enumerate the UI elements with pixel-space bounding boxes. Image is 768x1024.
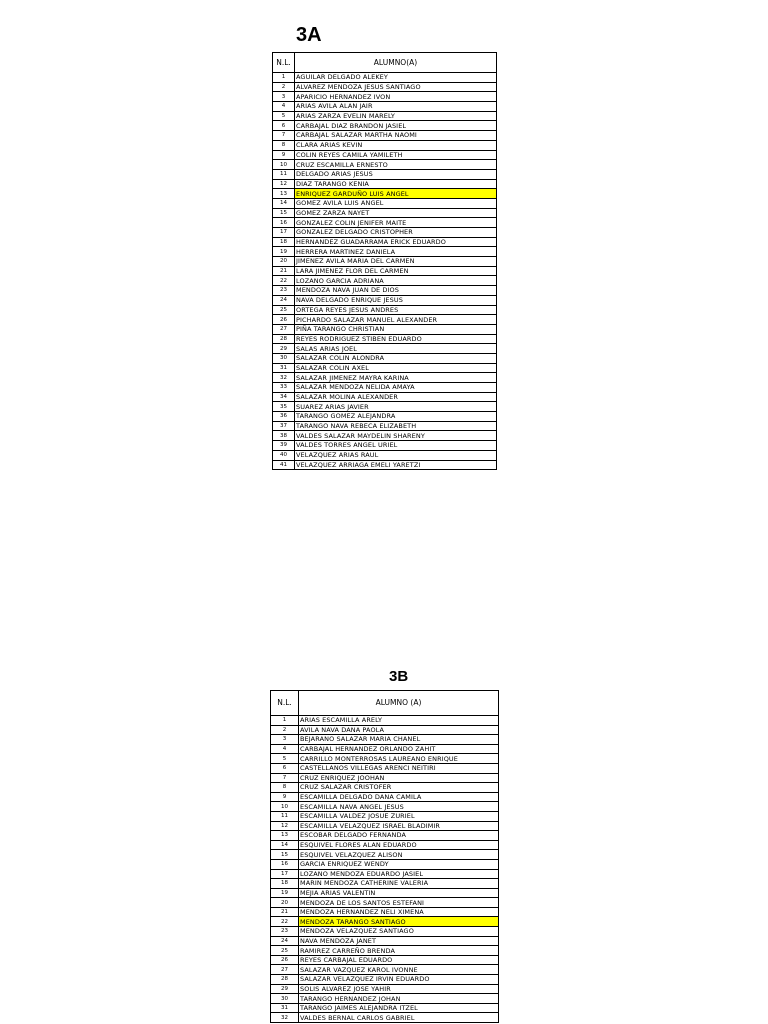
student-name: MENDOZA TARANGO SANTIAGO (299, 917, 499, 927)
student-number: 19 (271, 888, 299, 898)
table-row (271, 994, 499, 1004)
student-name: AVILA NAVA DANA PAOLA (299, 725, 499, 735)
table-row (273, 82, 497, 92)
student-name: DIAZ TARANGO KENIA (295, 179, 497, 189)
student-name: CRUZ ESCAMILLA ERNESTO (295, 160, 497, 170)
student-number: 20 (273, 257, 295, 267)
table-row (271, 821, 499, 831)
student-number: 20 (271, 898, 299, 908)
roster-table-3b (270, 690, 499, 1023)
student-number: 17 (273, 228, 295, 238)
student-name: MARIN MENDOZA CATHERINE VALERIA (299, 879, 499, 889)
student-name: GARCIA ENRIQUEZ WENDY (299, 859, 499, 869)
student-number: 23 (273, 286, 295, 296)
table-row (271, 936, 499, 946)
table-row (273, 412, 497, 422)
student-number: 37 (273, 421, 295, 431)
table-row (273, 189, 497, 199)
table-row (271, 1013, 499, 1023)
student-name: ENRIQUEZ GARDUÑO LUIS ANGEL (295, 189, 497, 199)
student-name: SALAZAR JIMENEZ MAYRA KARINA (295, 373, 497, 383)
student-name: NAVA DELGADO ENRIQUE JESUS (295, 295, 497, 305)
table-row (273, 276, 497, 286)
student-number: 31 (273, 363, 295, 373)
student-name: COLIN REYES CAMILA YAMILETH (295, 150, 497, 160)
student-name: ESQUIVEL VELAZQUEZ ALISON (299, 850, 499, 860)
roster-table-3a (272, 52, 497, 470)
student-number: 13 (271, 831, 299, 841)
student-name: TARANGO NAVA REBECA ELIZABETH (295, 421, 497, 431)
table-row (273, 140, 497, 150)
student-name: TARANGO GOMEZ ALEJANDRA (295, 412, 497, 422)
student-number: 16 (271, 859, 299, 869)
table-row (273, 441, 497, 451)
student-number: 14 (273, 198, 295, 208)
table-row (271, 811, 499, 821)
student-name: ARIAS ZARZA EVELIN MARELY (295, 111, 497, 121)
student-number: 11 (273, 169, 295, 179)
table-row (273, 344, 497, 354)
table-row (273, 353, 497, 363)
student-number: 6 (273, 121, 295, 131)
student-name: CARRILLO MONTERROSAS LAUREANO ENRIQUE (299, 754, 499, 764)
student-number: 3 (273, 92, 295, 102)
table-row (273, 247, 497, 257)
student-number: 38 (273, 431, 295, 441)
table-row (273, 228, 497, 238)
table-row (273, 160, 497, 170)
table-row (273, 102, 497, 112)
student-name: REYES RODRIGUEZ STIBEN EDUARDO (295, 334, 497, 344)
student-name: JIMENEZ AVILA MARIA DEL CARMEN (295, 257, 497, 267)
table-row (271, 773, 499, 783)
table-row (271, 888, 499, 898)
table-row (273, 460, 497, 470)
header-alumno: ALUMNO(A) (295, 53, 497, 73)
student-name: APARICIO HERNANDEZ IVON (295, 92, 497, 102)
student-number: 25 (271, 946, 299, 956)
header-nl: N.L. (271, 691, 299, 716)
student-number: 24 (271, 936, 299, 946)
header-nl: N.L. (273, 53, 295, 73)
student-name: VELAZQUEZ ARRIAGA EMELI YARETZI (295, 460, 497, 470)
student-name: GONZALEZ DELGADO CRISTOPHER (295, 228, 497, 238)
table-row (271, 927, 499, 937)
student-number: 35 (273, 402, 295, 412)
student-name: ESCAMILLA VELAZQUEZ ISRAEL BLADIMIR (299, 821, 499, 831)
student-number: 36 (273, 412, 295, 422)
student-number: 33 (273, 383, 295, 393)
student-name: CRUZ ENRIQUEZ JOOHAN (299, 773, 499, 783)
student-name: SALAZAR MENDOZA NELIDA AMAYA (295, 383, 497, 393)
student-number: 12 (273, 179, 295, 189)
student-name: CRUZ SALAZAR CRISTOFER (299, 783, 499, 793)
table-row (273, 334, 497, 344)
student-number: 29 (273, 344, 295, 354)
group-title-3a: 3A (296, 24, 322, 46)
student-name: ESCAMILLA DELGADO DANA CAMILA (299, 792, 499, 802)
table-row (271, 869, 499, 879)
table-row (271, 716, 499, 726)
table-row (273, 431, 497, 441)
student-name: CARBAJAL HERNANDEZ ORLANDO ZAHIT (299, 744, 499, 754)
student-number: 31 (271, 1003, 299, 1013)
student-number: 30 (273, 353, 295, 363)
table-row (273, 392, 497, 402)
student-number: 7 (273, 131, 295, 141)
student-number: 18 (271, 879, 299, 889)
table-row (271, 955, 499, 965)
student-number: 25 (273, 305, 295, 315)
student-name: SOLIS ALVAREZ JOSE YAHIR (299, 984, 499, 994)
student-number: 19 (273, 247, 295, 257)
table-row (271, 725, 499, 735)
student-number: 1 (273, 73, 295, 83)
student-name: ALVAREZ MENDOZA JESUS SANTIAGO (295, 82, 497, 92)
student-number: 40 (273, 450, 295, 460)
student-number: 17 (271, 869, 299, 879)
table-row (273, 179, 497, 189)
table-row (273, 73, 497, 83)
student-number: 5 (273, 111, 295, 121)
table-row (271, 898, 499, 908)
student-number: 22 (271, 917, 299, 927)
student-name: LOZANO GARCIA ADRIANA (295, 276, 497, 286)
table-row (273, 305, 497, 315)
student-name: SALAZAR COLIN AXEL (295, 363, 497, 373)
student-number: 9 (271, 792, 299, 802)
student-name: DELGADO ARIAS JESUS (295, 169, 497, 179)
student-number: 27 (271, 965, 299, 975)
student-number: 39 (273, 441, 295, 451)
student-name: CARBAJAL DIAZ BRANDON JASIEL (295, 121, 497, 131)
student-name: AGUILAR DELGADO ALEKEY (295, 73, 497, 83)
table-row (273, 324, 497, 334)
student-number: 15 (273, 208, 295, 218)
student-number: 22 (273, 276, 295, 286)
student-number: 11 (271, 811, 299, 821)
student-name: RAMIREZ CARREÑO BRENDA (299, 946, 499, 956)
table-row (273, 363, 497, 373)
student-name: SALAZAR COLIN ALONDRA (295, 353, 497, 363)
student-number: 12 (271, 821, 299, 831)
table-row (271, 907, 499, 917)
table-row (273, 150, 497, 160)
student-name: VALDES BERNAL CARLOS GABRIEL (299, 1013, 499, 1023)
student-number: 28 (271, 975, 299, 985)
student-number: 13 (273, 189, 295, 199)
student-name: PICHARDO SALAZAR MANUEL ALEXANDER (295, 315, 497, 325)
table-row (273, 373, 497, 383)
student-name: GONZALEZ COLIN JENIFER MAITE (295, 218, 497, 228)
student-name: HERRERA MARTINEZ DANIELA (295, 247, 497, 257)
student-name: VALDES SALAZAR MAYDELIN SHARENY (295, 431, 497, 441)
table-row (271, 792, 499, 802)
table-row (271, 1003, 499, 1013)
table-row (271, 975, 499, 985)
student-name: ARIAS ESCAMILLA ARELY (299, 716, 499, 726)
student-number: 10 (271, 802, 299, 812)
student-number: 9 (273, 150, 295, 160)
table-row (273, 131, 497, 141)
table-row (273, 402, 497, 412)
student-name: TARANGO HERNANDEZ JOHAN (299, 994, 499, 1004)
student-number: 23 (271, 927, 299, 937)
student-number: 16 (273, 218, 295, 228)
student-name: GOMEZ AVILA LUIS ANGEL (295, 198, 497, 208)
student-name: LOZANO MENDOZA EDUARDO JASIEL (299, 869, 499, 879)
student-number: 32 (273, 373, 295, 383)
table-row (273, 169, 497, 179)
table-row (273, 198, 497, 208)
student-number: 8 (271, 783, 299, 793)
student-name: ESCOBAR DELGADO FERNANDA (299, 831, 499, 841)
table-row (273, 266, 497, 276)
student-name: CASTELLANOS VILLEGAS ARENCI NEITIRI (299, 763, 499, 773)
table-row (273, 92, 497, 102)
student-name: MENDOZA NAVA JUAN DE DIOS (295, 286, 497, 296)
student-name: MEJIA ARIAS VALENTIN (299, 888, 499, 898)
student-name: SALAZAR MOLINA ALEXANDER (295, 392, 497, 402)
student-name: MENDOZA DE LOS SANTOS ESTEFANI (299, 898, 499, 908)
student-number: 15 (271, 850, 299, 860)
student-name: HERNANDEZ GUADARRAMA ERICK EDUARDO (295, 237, 497, 247)
student-number: 24 (273, 295, 295, 305)
table-row (273, 286, 497, 296)
student-name: VALDES TORRES ANGEL URIEL (295, 441, 497, 451)
student-number: 2 (271, 725, 299, 735)
student-name: ESCAMILLA VALDEZ JOSUE ZURIEL (299, 811, 499, 821)
student-name: ESQUIVEL FLORES ALAN EDUARDO (299, 840, 499, 850)
student-number: 26 (271, 955, 299, 965)
table-row (271, 850, 499, 860)
table-row (271, 831, 499, 841)
table-row (273, 111, 497, 121)
student-number: 21 (271, 907, 299, 917)
table-row (271, 917, 499, 927)
student-number: 10 (273, 160, 295, 170)
table-header-row (271, 691, 499, 716)
student-name: CLARA ARIAS KEVIN (295, 140, 497, 150)
table-row (273, 295, 497, 305)
student-name: LARA JIMENEZ FLOR DEL CARMEN (295, 266, 497, 276)
student-number: 2 (273, 82, 295, 92)
student-number: 5 (271, 754, 299, 764)
student-name: MENDOZA VELAZQUEZ SANTIAGO (299, 927, 499, 937)
student-name: NAVA MENDOZA JANET (299, 936, 499, 946)
student-number: 7 (271, 773, 299, 783)
student-number: 4 (271, 744, 299, 754)
student-name: MENDOZA HERNANDEZ NELI XIMENA (299, 907, 499, 917)
student-name: REYES CARBAJAL EDUARDO (299, 955, 499, 965)
student-name: SALAZAR VELAZQUEZ IRVIN EDUARDO (299, 975, 499, 985)
table-row (271, 763, 499, 773)
table-row (273, 121, 497, 131)
student-name: TARANGO JAIMES ALEJANDRA ITZEL (299, 1003, 499, 1013)
student-name: SUAREZ ARIAS JAVIER (295, 402, 497, 412)
table-row (271, 879, 499, 889)
table-row (271, 744, 499, 754)
student-number: 28 (273, 334, 295, 344)
table-row (273, 383, 497, 393)
student-name: ESCAMILLA NAVA ANGEL JESUS (299, 802, 499, 812)
student-number: 27 (273, 324, 295, 334)
table-row (271, 783, 499, 793)
student-number: 32 (271, 1013, 299, 1023)
student-name: CARBAJAL SALAZAR MARTHA NAOMI (295, 131, 497, 141)
student-number: 14 (271, 840, 299, 850)
table-row (271, 946, 499, 956)
table-row (271, 984, 499, 994)
student-number: 26 (273, 315, 295, 325)
student-number: 1 (271, 716, 299, 726)
table-row (271, 735, 499, 745)
student-name: SALAZAR VAZQUEZ KAROL IVONNE (299, 965, 499, 975)
student-name: PIÑA TARANGO CHRISTIAN (295, 324, 497, 334)
table-row (271, 754, 499, 764)
student-name: ARIAS AVILA ALAN JAIR (295, 102, 497, 112)
student-number: 6 (271, 763, 299, 773)
student-number: 18 (273, 237, 295, 247)
table-row (273, 450, 497, 460)
table-row (273, 315, 497, 325)
student-number: 3 (271, 735, 299, 745)
student-name: ORTEGA REYES JESUS ANDRES (295, 305, 497, 315)
student-name: SALAS ARIAS JOEL (295, 344, 497, 354)
table-row (273, 421, 497, 431)
student-number: 21 (273, 266, 295, 276)
student-name: BEJARANO SALAZAR MARIA CHANEL (299, 735, 499, 745)
student-number: 8 (273, 140, 295, 150)
group-title-3b: 3B (389, 668, 409, 685)
table-row (271, 802, 499, 812)
table-header-row (273, 53, 497, 73)
table-row (271, 859, 499, 869)
student-number: 34 (273, 392, 295, 402)
table-row (271, 840, 499, 850)
table-row (273, 257, 497, 267)
table-row (273, 218, 497, 228)
student-number: 4 (273, 102, 295, 112)
student-number: 29 (271, 984, 299, 994)
student-name: GOMEZ ZARZA NAYET (295, 208, 497, 218)
table-row (271, 965, 499, 975)
table-row (273, 237, 497, 247)
student-name: VELAZQUEZ ARIAS RAUL (295, 450, 497, 460)
student-number: 41 (273, 460, 295, 470)
header-alumno: ALUMNO (A) (299, 691, 499, 716)
student-number: 30 (271, 994, 299, 1004)
table-row (273, 208, 497, 218)
